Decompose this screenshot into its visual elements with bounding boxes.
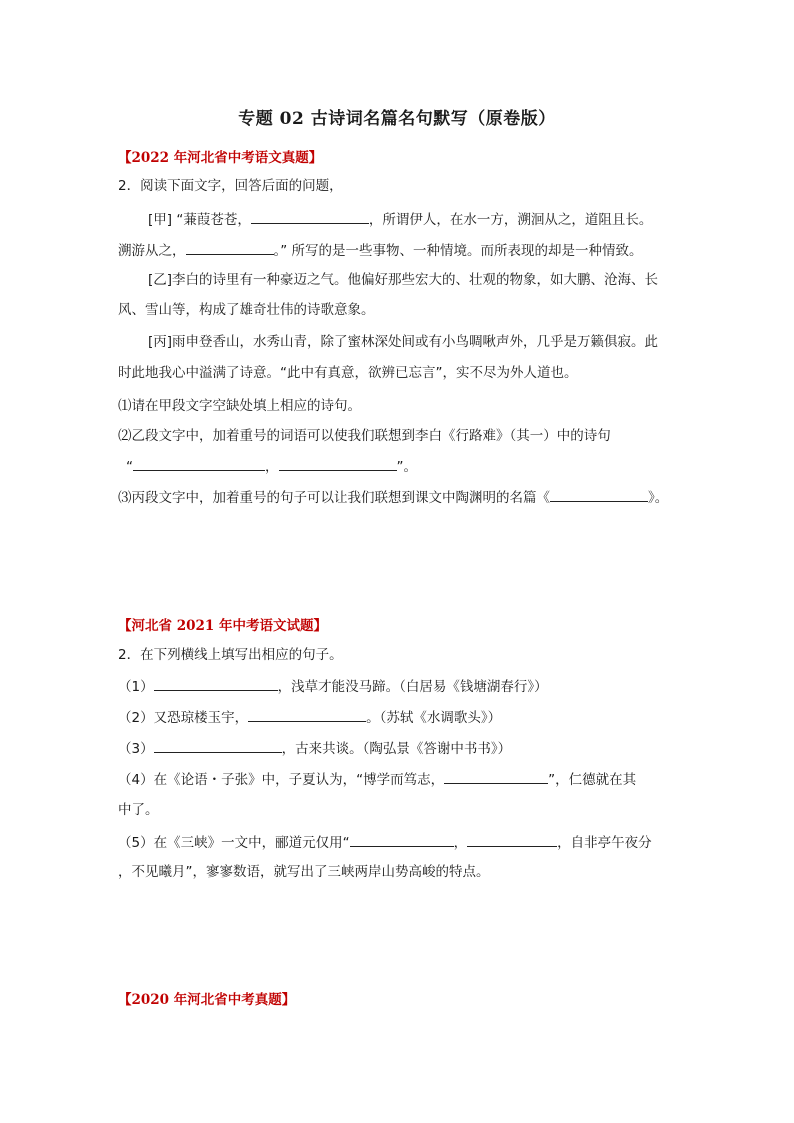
passage-bing-line1: [丙]雨申登香山，水秀山青，除了蜜林深处间或有小鸟啁啾声外，几乎是万籁俱寂。此 — [148, 334, 659, 350]
text-span: ， — [453, 835, 468, 851]
text-span: ”，仁德就在其 — [548, 772, 637, 788]
text-span: 》。 — [648, 490, 669, 506]
text-span: ， — [265, 459, 279, 475]
passage-yi-line1: [乙]李白的诗里有一种豪迈之气。他偏好那些宏大的、壮观的物象，如大鹏、沧海、长 — [148, 272, 659, 288]
sub-question-2: ⑵乙段文字中，加着重号的词语可以使我们联想到李白《行路难》（其一）中的诗句 — [118, 428, 611, 444]
answer-blank[interactable] — [444, 769, 548, 784]
passage-jia-line1 — [148, 209, 652, 230]
text-span: “ — [126, 459, 133, 475]
passage-bing-line2: 时此地我心中溢满了诗意。“此中有真意，欲辨已忘言”，实不尽为外人道也。 — [118, 365, 578, 381]
text-span: ，所谓伊人，在水一方，溯洄从之，道阻且长。 — [368, 212, 653, 228]
text-span: （3） — [118, 741, 154, 757]
sub-question-1: ⑴请在甲段文字空缺处填上相应的诗句。 — [118, 398, 361, 414]
answer-blank[interactable] — [467, 832, 557, 847]
text-span: 溯游从之， — [118, 243, 186, 259]
item-4-line1 — [118, 769, 636, 790]
sub-question-3 — [118, 487, 668, 508]
item-5-line1 — [118, 832, 652, 853]
sub-question-2-blanks — [126, 456, 417, 477]
section-header-2022: 【2022 年河北省中考语文真题】 — [118, 150, 323, 166]
text-span: （1） — [118, 679, 154, 695]
item-5-line2: ，不见曦月”，寥寥数语，就写出了三峡两岸山势高峻的特点。 — [118, 864, 490, 880]
text-span: [甲] “蒹葭苍苍， — [148, 212, 251, 228]
answer-blank[interactable] — [350, 832, 454, 847]
passage-jia-line2 — [118, 240, 643, 261]
question-text: 2．阅读下面文字，回答后面的问题， — [118, 178, 343, 194]
answer-blank[interactable] — [154, 676, 278, 691]
answer-blank[interactable] — [248, 707, 366, 722]
text-span: ⑶丙段文字中，加着重号的句子可以让我们联想到课文中陶渊明的名篇《 — [118, 490, 550, 506]
text-span: （4）在《论语・子张》中，子夏认为，“博学而笃志， — [118, 772, 445, 788]
answer-blank[interactable] — [133, 456, 265, 471]
question-text: 2．在下列横线上填写出相应的句子。 — [118, 647, 343, 663]
answer-blank[interactable] — [154, 738, 282, 753]
item-3 — [118, 738, 511, 759]
text-span: ，浅草才能没马蹄。（白居易《钱塘湖春行》） — [277, 679, 548, 695]
section-header-2020: 【2020 年河北省中考真题】 — [118, 992, 296, 1008]
item-2 — [118, 707, 501, 728]
item-4-line2: 中了。 — [118, 802, 159, 818]
page-title: 专题 02 古诗词名篇名句默写（原卷版） — [238, 109, 556, 129]
passage-yi-line2: 风、雪山等，构成了雄奇壮伟的诗歌意象。 — [118, 302, 375, 318]
answer-blank[interactable] — [550, 487, 648, 502]
text-span: 。” 所写的是一些事物、一种情境。而所表现的却是一种情致。 — [273, 243, 643, 259]
text-span: （2）又恐琼楼玉宇， — [118, 710, 249, 726]
text-span: （5）在《三峡》一文中，郦道元仅用“ — [118, 835, 350, 851]
answer-blank[interactable] — [186, 240, 274, 255]
section-header-2021: 【河北省 2021 年中考语文试题】 — [118, 618, 327, 634]
text-span: ，自非亭午夜分 — [557, 835, 652, 851]
answer-blank[interactable] — [279, 456, 397, 471]
item-1 — [118, 676, 548, 697]
text-span: 。（苏轼《水调歌头》） — [366, 710, 502, 726]
text-span: ，古来共谈。（陶弘景《答谢中书书》） — [281, 741, 512, 757]
text-span: ”。 — [396, 459, 417, 475]
answer-blank[interactable] — [251, 209, 369, 224]
